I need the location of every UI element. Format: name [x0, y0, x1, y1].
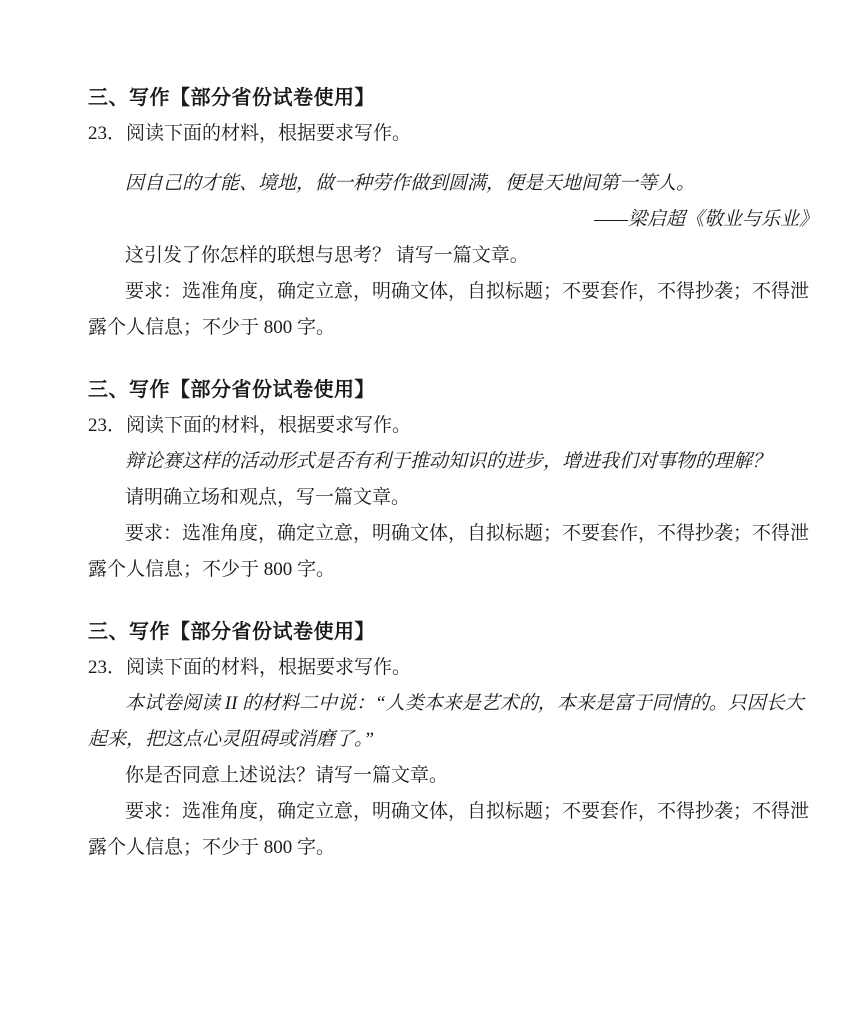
section-heading: 三、写作【部分省份试卷使用】 — [88, 87, 375, 109]
question-line — [88, 116, 818, 152]
material-quote: 辩论赛这样的活动形式是否有利于推动知识的进步，增进我们对事物的理解？ — [125, 451, 772, 472]
material-quote: 因自己的才能、境地，做一种劳作做到圆满，便是天地间第一等人。 — [125, 173, 696, 194]
section-heading: 三、写作【部分省份试卷使用】 — [88, 621, 375, 643]
question-number: 23． — [88, 415, 127, 436]
question-number: 23． — [88, 657, 127, 678]
section-heading: 三、写作【部分省份试卷使用】 — [88, 379, 375, 401]
requirements-text: 要求：选准角度，确定立意，明确文体，自拟标题；不要套作，不得抄袭；不得泄露个人信息；不少于 800 字。 — [88, 523, 810, 580]
question-line — [88, 408, 818, 444]
writing-prompt: 这引发了你怎样的联想与思考？ 请写一篇文章。 — [125, 245, 529, 266]
quote-attribution: ——梁启超《敬业与乐业》 — [594, 209, 818, 230]
question-intro: 阅读下面的材料，根据要求写作。 — [126, 415, 412, 436]
question-intro: 阅读下面的材料，根据要求写作。 — [126, 657, 412, 678]
material-quote: 本试卷阅读 II 的材料二中说：“人类本来是艺术的，本来是富于同情的。只因长大起来，把这点心灵阻碍或消磨了。” — [88, 693, 804, 750]
question-intro: 阅读下面的材料，根据要求写作。 — [126, 123, 412, 144]
writing-prompt: 请明确立场和观点，写一篇文章。 — [125, 487, 411, 508]
question-line — [88, 650, 818, 686]
writing-section-2 — [88, 372, 818, 588]
question-number: 23． — [88, 123, 127, 144]
writing-section-3 — [88, 614, 818, 866]
requirements-text: 要求：选准角度，确定立意，明确文体，自拟标题；不要套作，不得抄袭；不得泄露个人信息；不少于 800 字。 — [88, 801, 810, 858]
writing-section-1 — [88, 80, 818, 346]
writing-prompt: 你是否同意上述说法？请写一篇文章。 — [125, 765, 449, 786]
requirements-text: 要求：选准角度，确定立意，明确文体，自拟标题；不要套作，不得抄袭；不得泄露个人信息；不少于 800 字。 — [88, 281, 810, 338]
